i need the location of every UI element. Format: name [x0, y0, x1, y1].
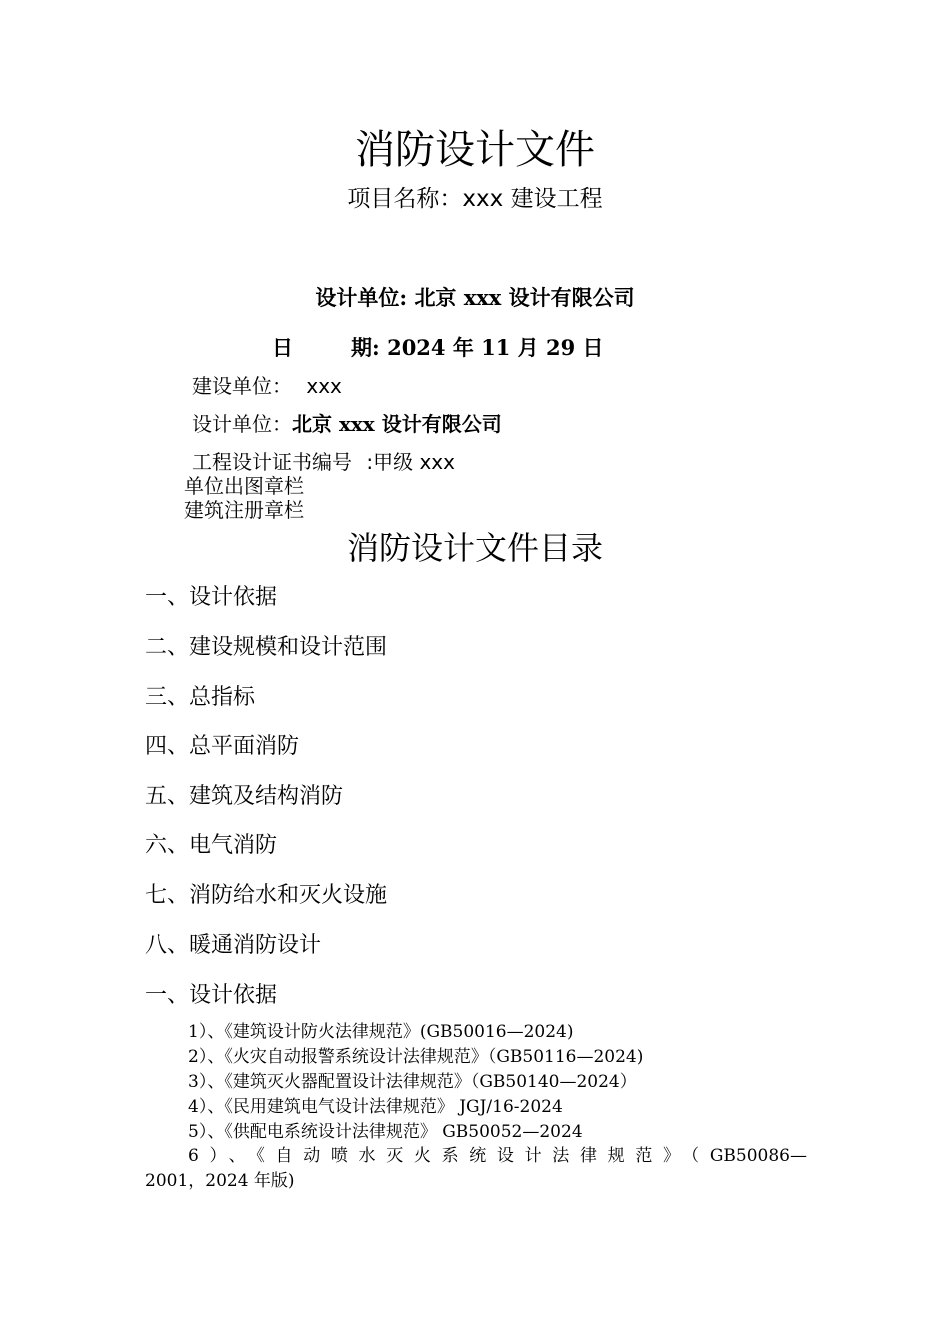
section-heading-design-basis: 一、设计依据	[145, 983, 278, 1008]
toc-title: 消防设计文件目录	[346, 529, 603, 567]
reference-item: 3）、《建筑灭火器配置设计法律规范》（GB50140—2024）	[188, 1072, 637, 1092]
cover-design-unit	[0, 284, 950, 312]
architecture-stamp-field: 建筑注册章栏	[184, 498, 304, 522]
reference-item: 2）、《火灾自动报警系统设计法律规范》（GB50116—2024)	[188, 1047, 644, 1067]
reference-item: 5）、《供配电系统设计法律规范》 GB50052—2024	[188, 1122, 583, 1142]
info-design-unit	[192, 410, 502, 438]
construction-unit	[192, 372, 342, 400]
document-title: 消防设计文件	[355, 127, 595, 173]
reference-item: 1）、《建筑设计防火法律规范》(GB50016—2024)	[188, 1022, 574, 1042]
reference-item-line1: 6）、《自动喷水灭火系统设计法律规范》（GB50086—	[188, 1146, 807, 1166]
certificate-label: 工程设计证书编号	[192, 450, 352, 474]
reference-item: 4）、《民用建筑电气设计法律规范》 JGJ/16-2024	[188, 1097, 563, 1117]
cover-design-unit-value: 北京 xxx 设计有限公司	[414, 285, 635, 310]
cover-date-value: 2024 年 11 月 29 日	[387, 335, 604, 360]
certificate-number	[192, 448, 455, 476]
project-name: 项目名称：xxx 建设工程	[347, 186, 603, 212]
reference-item-line2: 2001，2024 年版)	[145, 1171, 295, 1191]
info-design-unit-label: 设计单位：	[192, 412, 292, 436]
toc-item: 二、建设规模和设计范围	[145, 635, 388, 660]
construction-unit-label: 建设单位：	[192, 374, 292, 398]
toc-item: 一、设计依据	[145, 585, 278, 610]
certificate-value: :甲级 xxx	[366, 450, 455, 474]
unit-stamp-field: 单位出图章栏	[184, 474, 304, 498]
construction-unit-value: xxx	[306, 374, 342, 398]
toc-item: 五、建筑及结构消防	[145, 784, 344, 809]
toc-item: 六、电气消防	[145, 833, 278, 858]
toc-item: 八、暖通消防设计	[145, 933, 322, 958]
cover-design-unit-label: 设计单位:	[315, 285, 408, 310]
info-design-unit-value: 北京 xxx 设计有限公司	[292, 412, 502, 436]
toc-item: 四、总平面消防	[145, 734, 300, 759]
toc-item: 三、总指标	[145, 685, 256, 710]
cover-date	[272, 334, 604, 362]
cover-date-label: 日 期:	[272, 335, 380, 360]
reference-item-wrapped	[145, 1144, 807, 1194]
toc-item: 七、消防给水和灭火设施	[145, 883, 388, 908]
